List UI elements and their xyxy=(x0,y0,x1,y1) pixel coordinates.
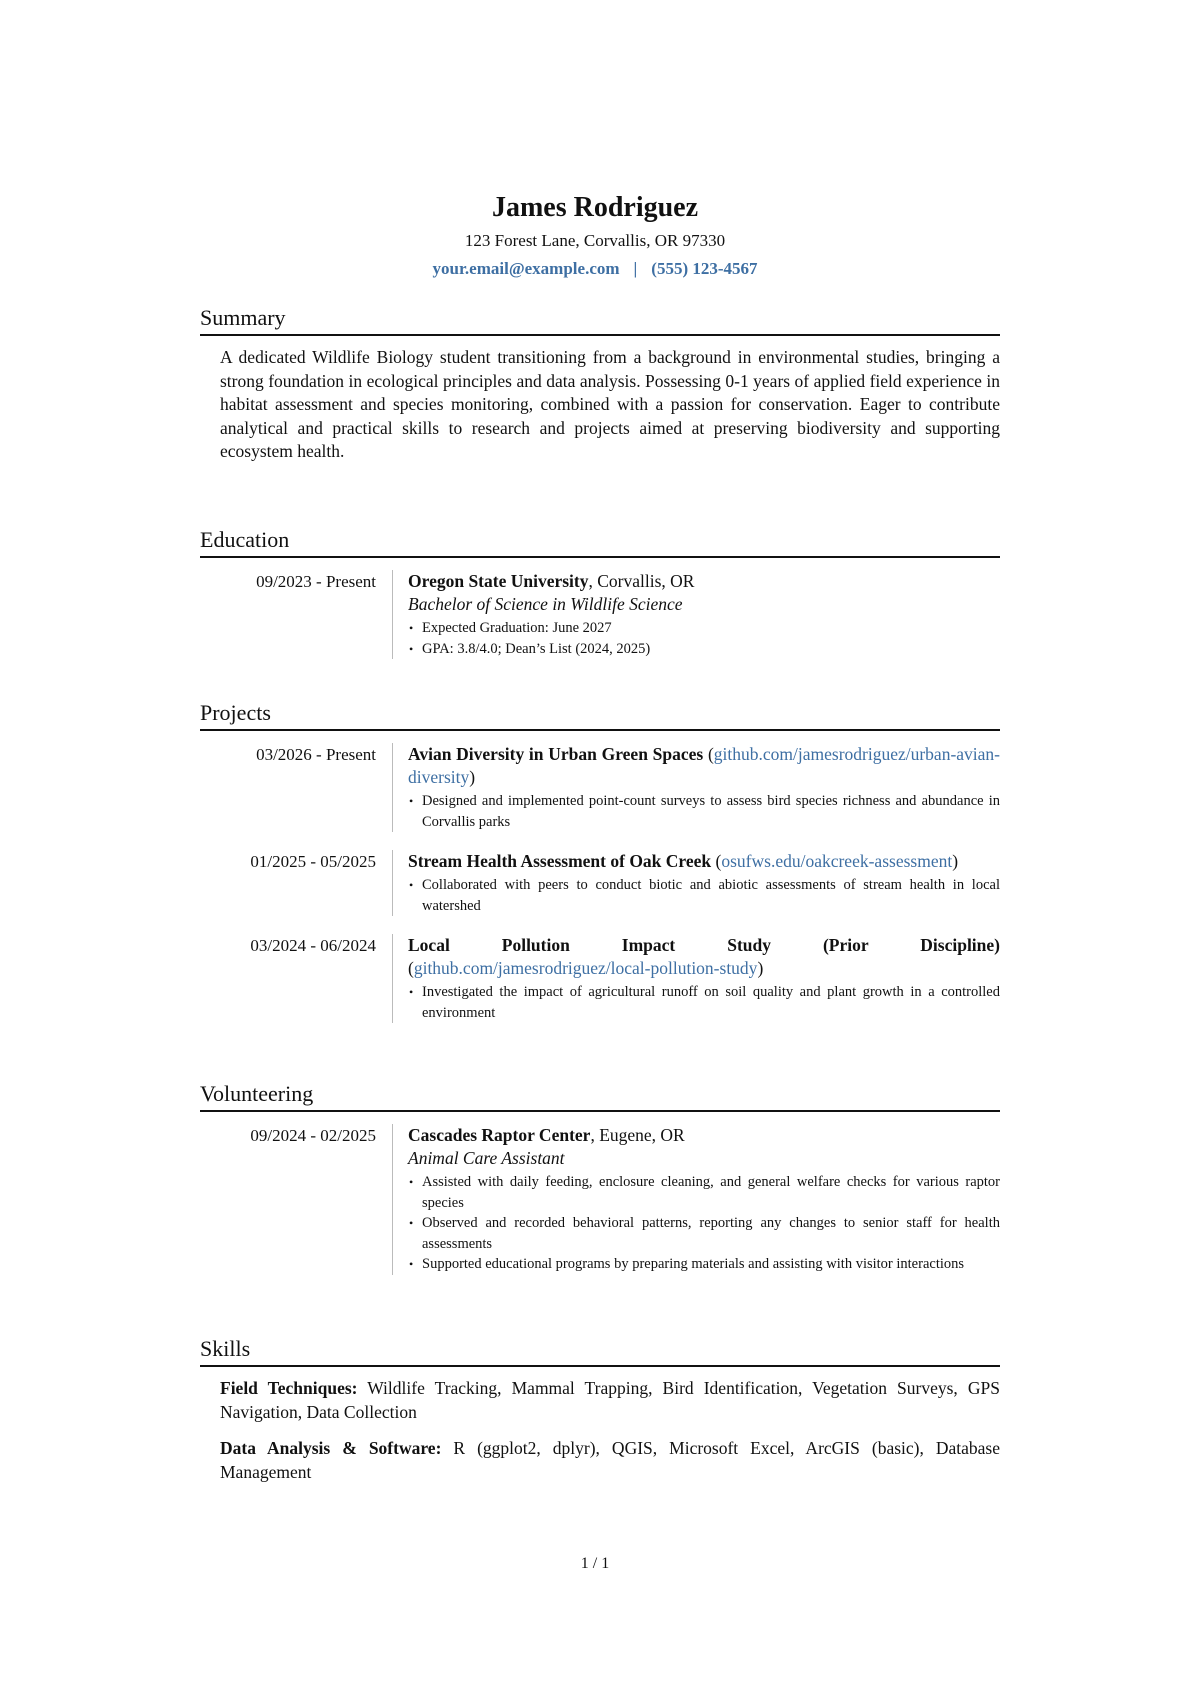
volunteering-entry xyxy=(200,1124,1000,1275)
organization-name: Cascades Raptor Center xyxy=(408,1125,591,1145)
project-name: Avian Diversity in Urban Green Spaces xyxy=(408,744,704,764)
entry-date: 03/2026 - Present xyxy=(256,745,376,764)
skill-value: R (ggplot2, dplyr), QGIS, Microsoft Excel, ArcGIS (basic), Database Management xyxy=(220,1438,1001,1482)
resume-header xyxy=(0,190,1190,280)
section-title-education: Education xyxy=(200,526,1000,558)
contact-line xyxy=(0,258,1190,280)
skills-section xyxy=(200,1335,1000,1484)
paren-close: ) xyxy=(757,958,764,978)
list-item: • GPA: 3.8/4.0; Dean’s List (2024, 2025) xyxy=(408,639,1000,660)
page-number: 1 / 1 xyxy=(580,1555,610,1572)
section-title-projects: Projects xyxy=(200,699,1000,731)
list-item: • Investigated the impact of agricultural runoff on soil quality and plant growth in a controlled environment xyxy=(408,982,1000,1023)
project-bullets xyxy=(408,875,1000,916)
project-bullets xyxy=(408,982,1000,1023)
entry-body xyxy=(392,850,1000,916)
skill-value: Wildlife Tracking, Mammal Trapping, Bird Identification, Vegetation Surveys, GPS Navigation, Data Collection xyxy=(220,1378,1000,1422)
project-entry xyxy=(200,850,1000,916)
entry-heading xyxy=(408,934,1000,980)
volunteering-bullets xyxy=(408,1172,1000,1275)
paren-close: ) xyxy=(469,767,476,787)
organization-location: , Eugene, OR xyxy=(590,1125,685,1145)
list-item: • Designed and implemented point-count surveys to assess bird species richness and abundance in Corvallis parks xyxy=(408,791,1000,832)
entry-heading xyxy=(408,570,1000,593)
paren-open: ( xyxy=(711,851,722,871)
entry-heading xyxy=(408,743,1000,789)
projects-section xyxy=(200,699,1000,1023)
entry-body xyxy=(392,934,1000,1023)
project-entry xyxy=(200,743,1000,832)
list-item: • Assisted with daily feeding, enclosure cleaning, and general welfare checks for various raptor species xyxy=(408,1172,1000,1213)
section-title-skills: Skills xyxy=(200,1335,1000,1367)
institution-location: , Corvallis, OR xyxy=(588,571,695,591)
volunteering-section xyxy=(200,1080,1000,1275)
list-item: • Supported educational programs by preparing materials and assisting with visitor interactions xyxy=(408,1254,1000,1275)
contact-separator: | xyxy=(633,259,638,278)
entry-heading xyxy=(408,850,1000,873)
paren-close: ) xyxy=(952,851,959,871)
list-item: • Expected Graduation: June 2027 xyxy=(408,618,1000,639)
phone-link[interactable]: (555) 123-4567 xyxy=(651,259,758,278)
candidate-name: James Rodriguez xyxy=(491,192,699,223)
project-entry xyxy=(200,934,1000,1023)
entry-body xyxy=(392,570,1000,659)
degree: Bachelor of Science in Wildlife Science xyxy=(408,594,683,614)
entry-date: 09/2024 - 02/2025 xyxy=(250,1126,376,1145)
section-title-summary: Summary xyxy=(200,304,1000,336)
project-name: Local Pollution Impact Study (Prior Discipline) xyxy=(408,935,1000,955)
entry-heading xyxy=(408,1124,1000,1147)
project-name: Stream Health Assessment of Oak Creek xyxy=(408,851,712,871)
section-title-volunteering: Volunteering xyxy=(200,1080,1000,1112)
skill-label: Field Techniques: xyxy=(220,1378,358,1398)
role: Animal Care Assistant xyxy=(408,1148,565,1168)
email-link[interactable]: your.email@example.com xyxy=(432,259,620,278)
project-link[interactable]: github.com/jamesrodriguez/local-pollution-study xyxy=(413,958,758,978)
project-link[interactable]: github.com/jamesrodriguez/urban-avian-diversity xyxy=(408,744,1001,787)
skill-label: Data Analysis & Software: xyxy=(220,1438,442,1458)
skill-line xyxy=(220,1377,1000,1424)
list-item: • Collaborated with peers to conduct biotic and abiotic assessments of stream health in local watershed xyxy=(408,875,1000,916)
entry-date: 09/2023 - Present xyxy=(256,572,376,591)
paren-open: ( xyxy=(703,744,714,764)
education-bullets xyxy=(408,618,1000,659)
entry-date: 03/2024 - 06/2024 xyxy=(250,936,376,955)
entry-date: 01/2025 - 05/2025 xyxy=(250,852,376,871)
education-entry xyxy=(200,570,1000,659)
project-link[interactable]: osufws.edu/oakcreek-assessment xyxy=(721,851,953,871)
skill-line xyxy=(220,1437,1000,1484)
paren-open: ( xyxy=(408,958,414,978)
summary-section xyxy=(200,304,1000,464)
project-bullets xyxy=(408,791,1000,832)
entry-body xyxy=(392,1124,1000,1275)
summary-text: A dedicated Wildlife Biology student transitioning from a background in environmental studies, bringing a strong foundation in ecological principles and data analysis. Possessing 0-1 years of applied field experience in habitat assessment and species monitoring, combined with a passion for conservation. Eager to contribute analytical and practical skills to research and projects aimed at preserving biodiversity and supporting ecosystem health. xyxy=(220,347,1000,461)
institution-name: Oregon State University xyxy=(408,571,589,591)
address: 123 Forest Lane, Corvallis, OR 97330 xyxy=(464,231,726,250)
entry-body xyxy=(392,743,1000,832)
list-item: • Observed and recorded behavioral patterns, reporting any changes to senior staff for health assessments xyxy=(408,1213,1000,1254)
education-section xyxy=(200,526,1000,659)
